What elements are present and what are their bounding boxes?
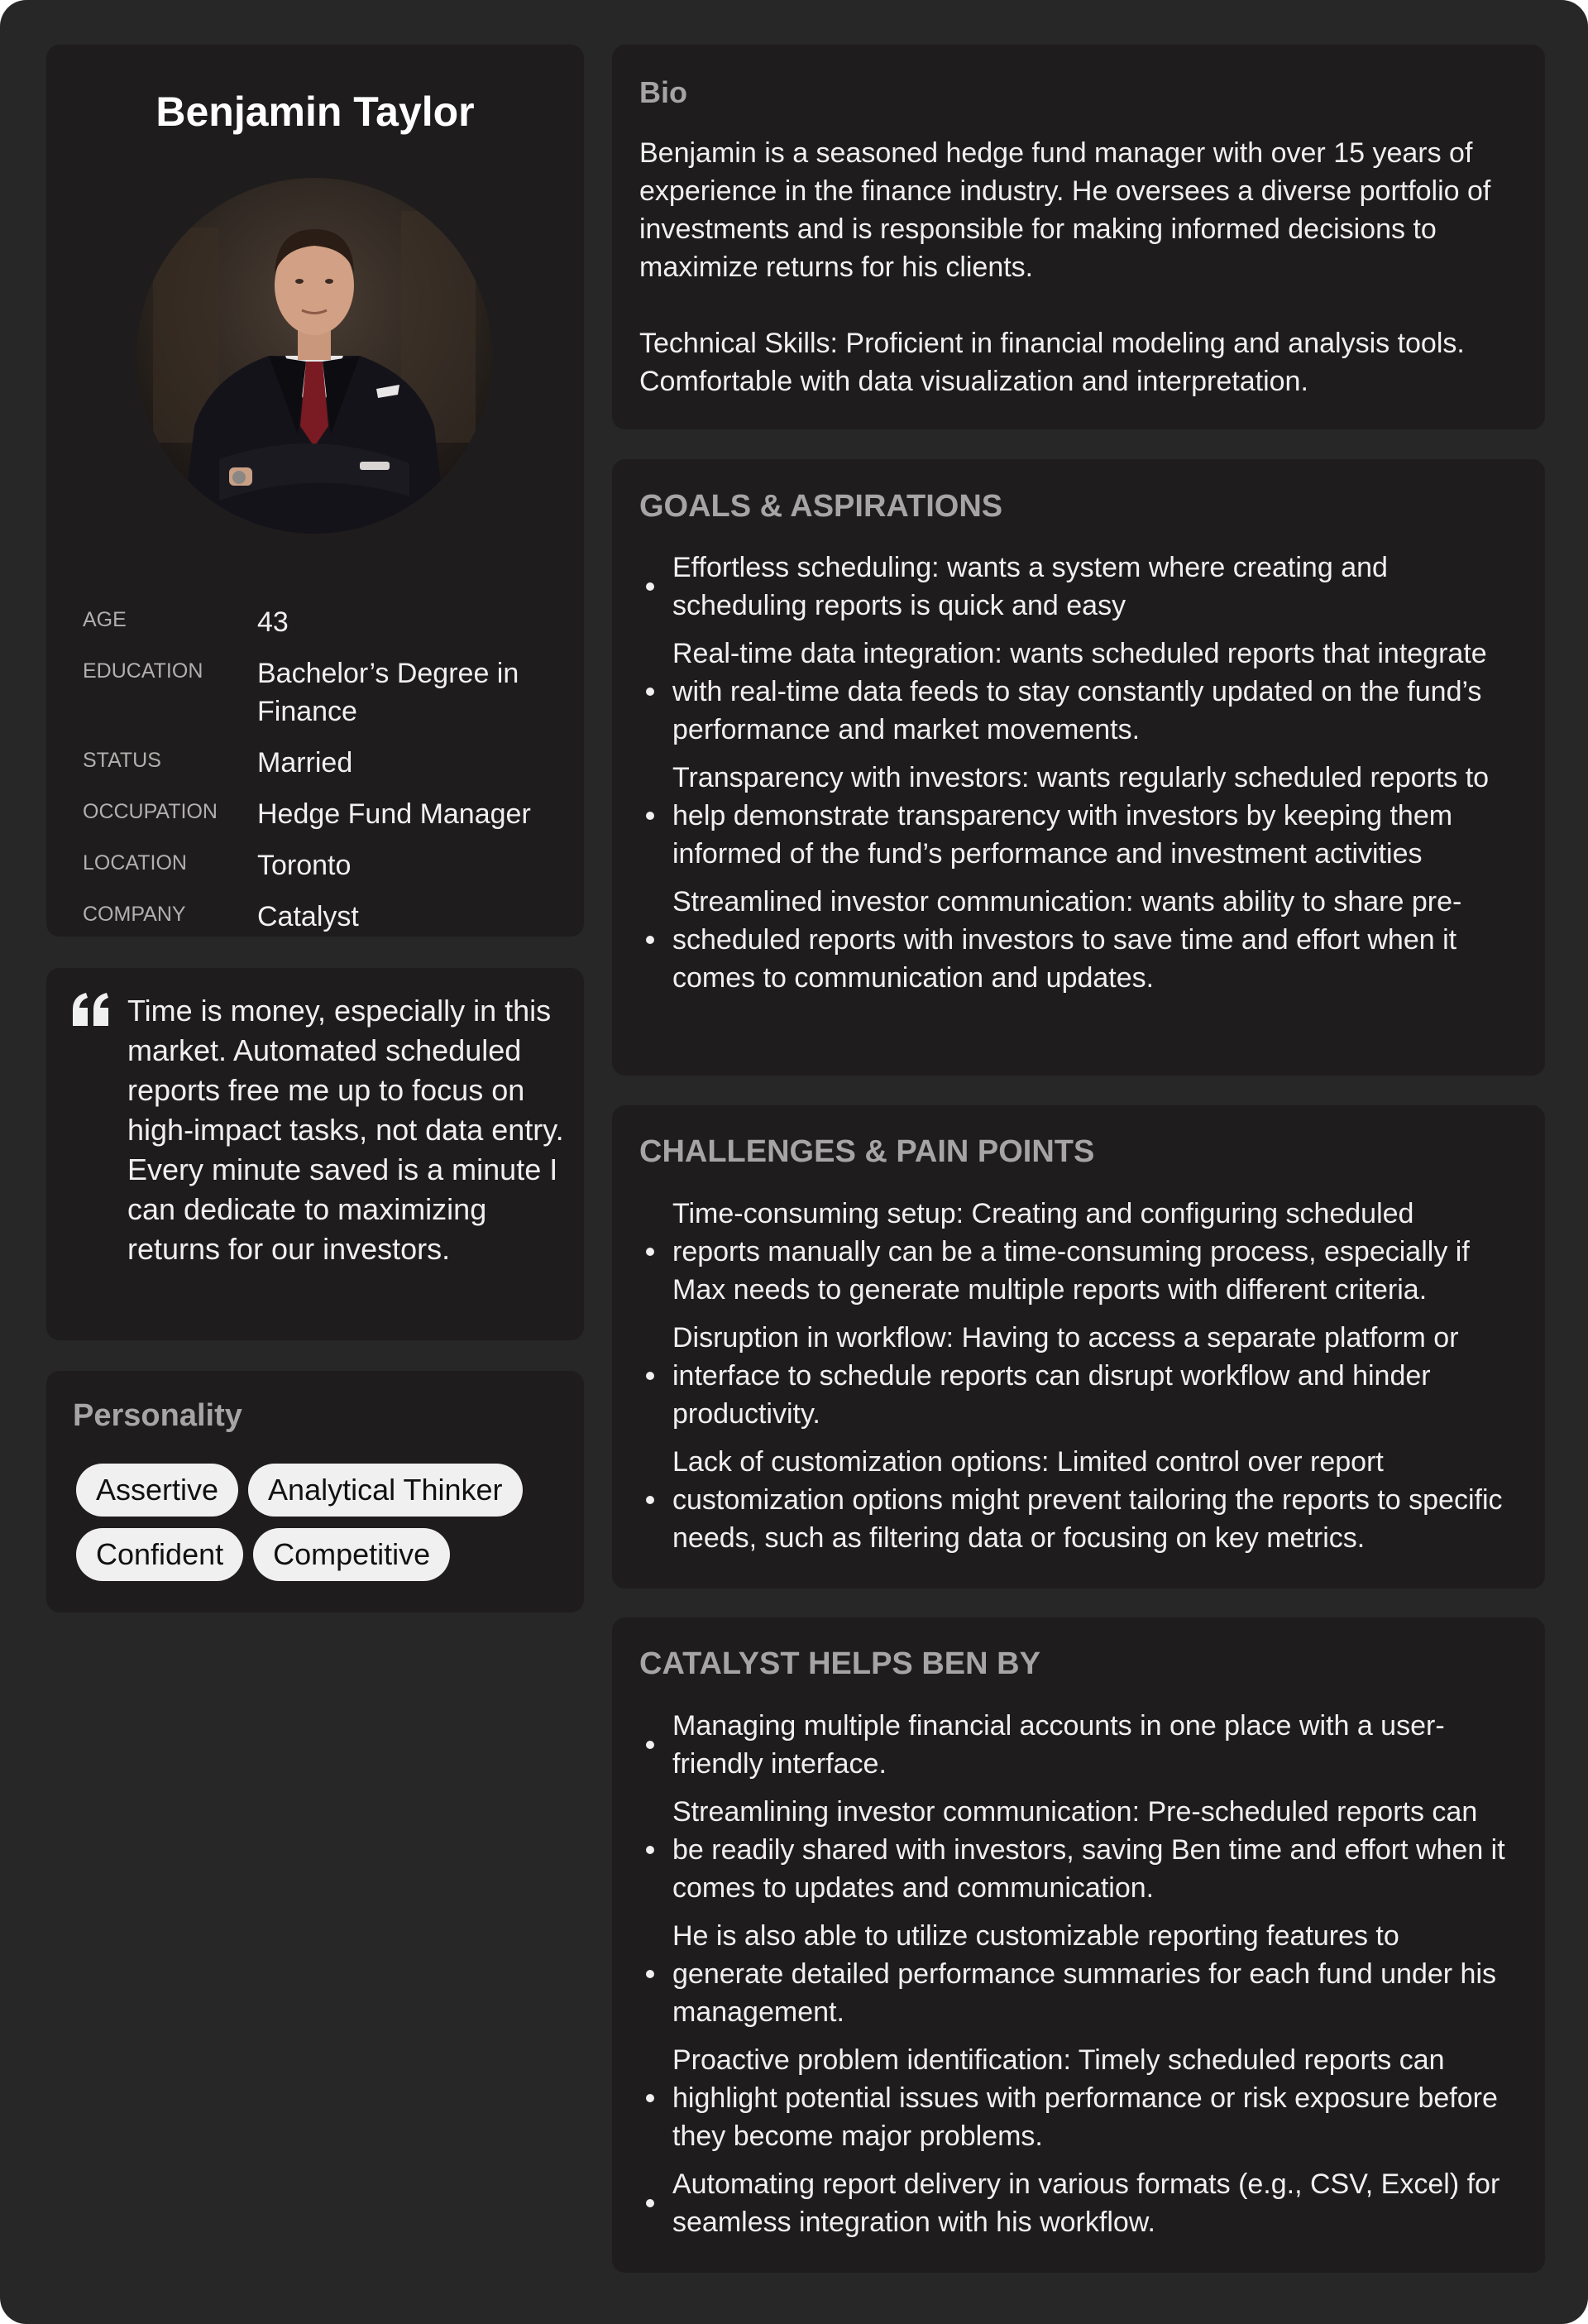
- personality-tag: Competitive: [253, 1528, 450, 1581]
- bio-paragraph: Technical Skills: Proficient in financial modeling and analysis tools. Comfortable with data visualization and interpretation.: [639, 328, 1465, 397]
- challenges-list: [639, 1195, 1516, 1567]
- bullet-icon: [646, 1970, 654, 1978]
- bullet-icon: [646, 1496, 654, 1504]
- goals-card: [612, 459, 1545, 1076]
- list-item-text: Disruption in workflow: Having to access a separate platform or interface to schedule reports can disrupt workflow and hinder productivity.: [672, 1322, 1459, 1430]
- personality-card: [46, 1371, 584, 1612]
- bio-text: [639, 134, 1500, 438]
- fact-status: [83, 744, 579, 782]
- bullet-icon: [646, 936, 654, 944]
- list-item: [639, 1195, 1516, 1309]
- quote-text: Time is money, especially in this market. Automated scheduled reports free me up to focus on high-impact tasks, not data entry. Every minute saved is a minute I can dedicate to maximizing returns for our investors.: [127, 994, 564, 1266]
- personality-tag: Confident: [76, 1528, 243, 1581]
- challenges-card: [612, 1105, 1545, 1588]
- persona-name: Benjamin Taylor: [155, 89, 475, 135]
- list-item-text: Streamlined investor communication: wants ability to share pre-scheduled reports with investors to save time and effort when it comes to communication and updates.: [672, 886, 1462, 994]
- personality-tag: Analytical Thinker: [248, 1464, 522, 1517]
- fact-label: AGE: [83, 608, 127, 631]
- list-item: [639, 1319, 1516, 1433]
- list-item-text: Time-consuming setup: Creating and configuring scheduled reports manually can be a time-consuming process, especially if Max needs to generate multiple reports with different criteria.: [672, 1198, 1470, 1306]
- list-item: [639, 2165, 1516, 2241]
- bullet-icon: [646, 1846, 654, 1854]
- list-item-text: Proactive problem identification: Timely scheduled reports can highlight potential issues with performance or risk exposure before they become major problems.: [672, 2044, 1498, 2152]
- personality-tag: Assertive: [76, 1464, 238, 1517]
- list-item-text: Real-time data integration: wants scheduled reports that integrate with real-time data feeds to stay constantly updated on the fund’s performance and market movements.: [672, 638, 1487, 745]
- helps-list: [639, 1707, 1516, 2251]
- fact-value: 43: [257, 606, 289, 638]
- fact-age: [83, 603, 579, 641]
- fact-value: Hedge Fund Manager: [257, 798, 531, 830]
- quote-card: [46, 968, 584, 1340]
- list-item: [639, 635, 1516, 749]
- bullet-icon: [646, 688, 654, 696]
- list-item-text: Automating report delivery in various formats (e.g., CSV, Excel) for seamless integration with his workflow.: [672, 2168, 1500, 2238]
- list-item-text: Effortless scheduling: wants a system where creating and scheduling reports is quick and easy: [672, 552, 1388, 621]
- bio-paragraph: Benjamin is a seasoned hedge fund manager with over 15 years of experience in the finance industry. He oversees a diverse portfolio of investments and is responsible for making informed decisions to maximize returns for his clients.: [639, 137, 1491, 283]
- bullet-icon: [646, 2094, 654, 2102]
- helps-heading: CATALYST HELPS BEN BY: [639, 1646, 1040, 1681]
- fact-label: EDUCATION: [83, 659, 203, 683]
- list-item: [639, 1917, 1516, 2031]
- fact-value: Catalyst: [257, 901, 359, 932]
- bullet-icon: [646, 812, 654, 820]
- list-item: [639, 759, 1516, 873]
- personality-tags: [76, 1464, 572, 1593]
- fact-occupation: [83, 795, 579, 833]
- profile-card: [46, 45, 584, 937]
- list-item-text: Streamlining investor communication: Pre-scheduled reports can be readily shared with investors, saving Ben time and effort when it comes to updates and communication.: [672, 1796, 1505, 1904]
- avatar: [136, 178, 492, 534]
- fact-value: Married: [257, 747, 353, 779]
- list-item: [639, 1707, 1516, 1783]
- list-item-text: Transparency with investors: wants regularly scheduled reports to help demonstrate transparency with investors by keeping them informed of the fund’s performance and investment activities: [672, 762, 1490, 870]
- fact-education: [83, 654, 579, 731]
- fact-label: COMPANY: [83, 903, 186, 926]
- list-item-text: He is also able to utilize customizable reporting features to generate detailed performance summaries for each fund under his management.: [672, 1920, 1497, 2028]
- catalyst-helps-card: [612, 1617, 1545, 2273]
- list-item: [639, 1443, 1516, 1557]
- fact-value: Toronto: [257, 850, 352, 881]
- list-item: [639, 549, 1516, 625]
- list-item: [639, 1793, 1516, 1907]
- fact-label: OCCUPATION: [83, 800, 218, 823]
- goals-list: [639, 549, 1516, 1007]
- bullet-icon: [646, 582, 654, 591]
- quote-icon: [71, 989, 111, 1029]
- list-item-text: Lack of customization options: Limited control over report customization options might prevent tailoring the reports to specific needs, such as filtering data or focusing on key metrics.: [672, 1446, 1503, 1554]
- profile-facts: [83, 603, 579, 949]
- fact-company: [83, 898, 579, 936]
- fact-value: Bachelor’s Degree in Finance: [257, 658, 519, 727]
- bullet-icon: [646, 1741, 654, 1749]
- fact-location: [83, 846, 579, 884]
- bullet-icon: [646, 2199, 654, 2207]
- challenges-heading: CHALLENGES & PAIN POINTS: [639, 1134, 1095, 1169]
- fact-label: STATUS: [83, 749, 161, 772]
- goals-heading: GOALS & ASPIRATIONS: [639, 489, 1003, 524]
- list-item: [639, 2041, 1516, 2155]
- bio-card: [612, 45, 1545, 429]
- personality-heading: Personality: [73, 1398, 242, 1433]
- fact-label: LOCATION: [83, 851, 187, 874]
- list-item: [639, 883, 1516, 997]
- bullet-icon: [646, 1248, 654, 1256]
- bullet-icon: [646, 1372, 654, 1380]
- bio-heading: Bio: [639, 75, 687, 109]
- list-item-text: Managing multiple financial accounts in one place with a user-friendly interface.: [672, 1710, 1445, 1780]
